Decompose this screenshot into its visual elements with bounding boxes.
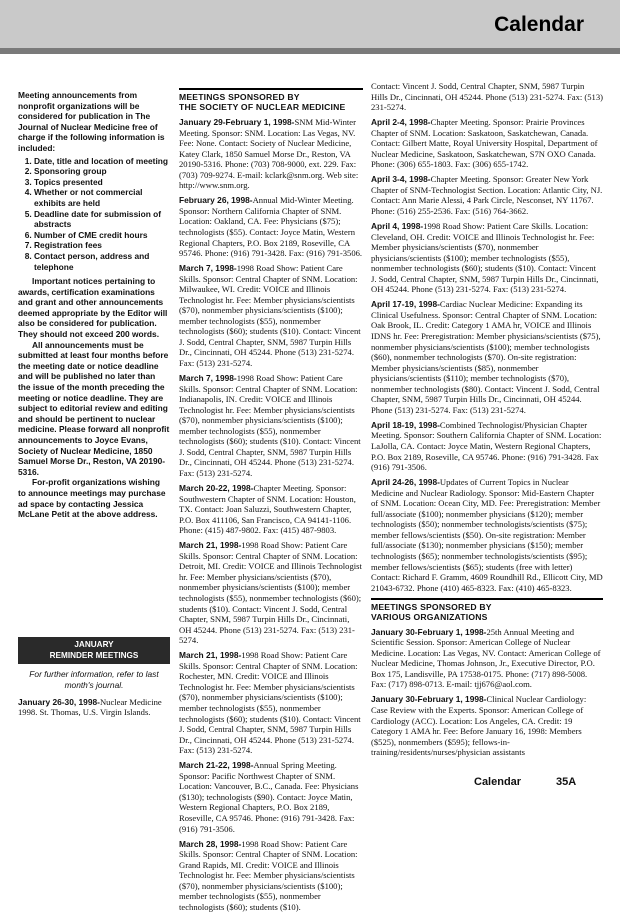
- page-header: [0, 0, 620, 54]
- meeting-entry: [371, 627, 603, 690]
- entry-date: March 20-22, 1998-: [179, 483, 254, 494]
- entry-date: January 26-30, 1998-: [18, 696, 100, 707]
- meeting-entry: [371, 81, 603, 113]
- meeting-entry: [371, 420, 603, 473]
- entry-text: Contact: Vincent J. Sodd, Central Chapter, SNM, 5987 Turpin Hills Dr., Cincinnati, OH 45244. Phone (513) 231-5274. Fax: (513) 231-5274.: [371, 81, 604, 113]
- entry-text: Chapter Meeting. Sponsor: Prairie Provinces Chapter of SNM. Location: Saskatoon, Saskatchewan, Canada. Contact: Gilbert Matte, Royal University Hospital, Department of Nuclear Medicine, Saskatoon, Saskatchewan, S7N OXO Canada. Phone: (306) 655-1803. Fax: (306) 655-1742.: [371, 117, 598, 170]
- guidelines-paragraph: For-profit organizations wishing to announce meetings may purchase ad space by contacting Jessica McLane Petit at the above address.: [18, 477, 166, 520]
- entry-text: 1998 Road Show: Patient Care Skills. Location: Cleveland, OH. Credit: VOICE and Illinois Technologist hr. Fee: Member physicians/scientists ($70), nonmember physicians/scientists ($100); member technologists ($55), nonmember technologists ($60); students ($10). Contact: Vincent J. Sodd, Central Chapter, SNM, 5987 Turpin Hills Dr., Cincinnati, OH 45244. Phone (513) 231-5274. Fax: (513) 231-5274.: [371, 221, 599, 295]
- entry-text: 1998 Road Show: Patient Care Skills. Sponsor: Central Chapter of SNM. Location: Milwaukee, WI. Credit: VOICE and Illinois Technologist hr. Fee: Member physicians/scientists ($70), nonmember physicians/scientists ($100); member technologists ($55), nonmember technologists ($60); students ($10). Contact: Vincent J. Sodd, Central Chapter, SNM, 5987 Turpin Hills Dr., Cincinnati, OH 45244. Phone (513) 231-5274. Fax: (513) 231-5274.: [179, 263, 361, 369]
- meeting-entry: [371, 477, 603, 593]
- entry-text: 1998 Road Show: Patient Care Skills. Sponsor: Central Chapter of SNM. Location: Detroit, MI. Credit: VOICE and Illinois Technologist hr. Fee: Member physicians/scientists ($70), nonmember physicians/scientists ($100); member technologists ($55), nonmember technologists ($60); students ($10). Contact: Vincent J. Sodd, Central Chapter, SNM, 5987 Turpin Hills Dr., Cincinnati, OH 45244. Phone (513) 231-5274. Fax: (513) 231-5274.: [179, 540, 362, 646]
- chapter-entry-list: [371, 81, 603, 593]
- entry-text: Chapter Meeting. Sponsor: Southwestern Chapter of SNM. Location: Houston, TX. Contact: Joan Saluzzi, Southwestern Chapter, P.O. Box 411106, San Francisco, CA 94141-1106. Phone: (415) 487-9802. Fax: (415) 487-9803.: [179, 483, 356, 536]
- entry-date: January 29-February 1, 1998-: [179, 117, 295, 127]
- entry-date: March 21-22, 1998-: [179, 760, 254, 771]
- section-title: THE SOCIETY OF NUCLEAR MEDICINE: [179, 102, 346, 112]
- entry-text: 1998 Road Show: Patient Care Skills. Sponsor: Central Chapter of SNM. Location: Indianapolis, IN. Credit: VOICE and Illinois Technologist hr. Fee: Member physicians/scientists ($70), nonmember physicians/scientists ($100); member technologists ($55), nonmember technologists ($60); students ($10). Contact: Vincent J. Sodd, Central Chapter, SNM, 5987 Turpin Hills Dr., Cincinnati, OH 45244. Phone (513) 231-5274. Fax: (513) 231-5274.: [179, 373, 361, 478]
- entry-text: Annual Mid-Winter Meeting. Sponsor: Northern California Chapter of SNM. Location: Oakland, CA. Fee: Physicians ($75); technologists ($55). Contact: Joyce Matin, Western Regional Chapters, P.O. Box 2189, Roseville, CA 95746. Phone: (916) 791-3428. Fax: (916) 791-3506.: [179, 195, 363, 259]
- header-rule: [0, 48, 620, 54]
- guidelines-list: [34, 156, 170, 273]
- entry-text: Chapter Meeting. Sponsor: Greater New York Chapter of SNM-Technologist Section. Location: Atlantic City, NJ. Contact: Ann Marie Alessi, 4 Park Circle, Nesconset, NY 11767. Phone: (516) 255-2536. Fax: (516) 764-3662.: [371, 174, 603, 217]
- snm-entry-list: [179, 117, 363, 912]
- guidelines-paragraph: All announcements must be submitted at least four months before the meeting date or notice deadline and will be published no later than the issue of the month preceding the meeting or notice deadline. They are subject to editorial review and editing and should be pertinent to nuclear medicine. Please forward all nonprofit announcements to Joyce Evans, Society of Nuclear Medicine, 1850 Samuel Morse Dr., Reston, VA 20190-5316.: [18, 339, 170, 477]
- list-item: 6. Number of CME credit hours: [34, 230, 170, 241]
- entry-text: 1998 Road Show: Patient Care Skills. Sponsor: Central Chapter of SNM. Location: Grand Rapids, MI. Credit: VOICE and Illinois Technologist hr. Fee: Member physicians/scientists ($70), nonmember physicians/scientists ($100); member technologists ($55), nonmember technologists ($60); students ($10).: [179, 838, 358, 912]
- reminder-entry: [18, 697, 170, 718]
- entry-text: 1998 Road Show: Patient Care Skills. Sponsor: Central Chapter of SNM. Location: Rochester, MN. Credit: VOICE and Illinois Technologist hr. Fee: Member physicians/scientists ($70), nonmember physicians/scientists ($100); member technologists ($55), nonmember technologists ($60); students ($10). Contact: Vincent J. Sodd, Central Chapter, SNM, 5987 Turpin Hills Dr., Cincinnati, OH 45244. Phone (513) 231-5274. Fax: (513) 231-5274.: [179, 650, 361, 756]
- entry-date: January 30-February 1, 1998-: [371, 694, 487, 705]
- meeting-entry: [179, 117, 363, 191]
- entry-text: Annual Spring Meeting. Sponsor: Pacific Northwest Chapter of SNM. Location: Vancouver, B.C., Canada. Fee: Physicians ($130); technologists ($90). Contact: Joyce Matin, Western Regional Chapters, P.O. Box 2189, Roseville, CA 95746. Phone: (916) 791-3428. Fax: (916) 791-3506.: [179, 760, 359, 834]
- list-item: 8. Contact person, address and telephone: [34, 251, 170, 272]
- meeting-entry: [179, 195, 363, 258]
- section-title: MEETINGS SPONSORED BY: [371, 601, 492, 612]
- page-footer: [0, 772, 620, 792]
- list-item: 7. Registration fees: [34, 240, 170, 251]
- list-item: 5. Deadline date for submission of abstracts: [34, 209, 170, 230]
- entry-date: April 17-19, 1998-: [371, 299, 440, 310]
- meeting-entry: [371, 117, 603, 170]
- meeting-entry: [179, 540, 363, 645]
- reminder-heading-line: JANUARY: [74, 640, 114, 649]
- guidelines-intro: Meeting announcements from nonprofit organizations will be considered for publication in The Journal of Nuclear Medicine free of charge if the following information is included:: [18, 90, 165, 153]
- section-title: MEETINGS SPONSORED BY: [179, 92, 300, 102]
- meeting-entry: [179, 263, 363, 368]
- entry-text: Nuclear Medicine 1998. St. Thomas, U.S. Virgin Islands.: [18, 696, 162, 718]
- snm-meetings-column: [179, 88, 363, 912]
- list-item: 4. Whether or not commercial exhibits are held: [34, 187, 170, 208]
- reminder-heading-line: REMINDER MEETINGS: [49, 650, 139, 660]
- entry-date: March 21, 1998-: [179, 650, 242, 661]
- entry-date: April 2-4, 1998-: [371, 117, 431, 128]
- various-entry-list: [371, 627, 603, 758]
- reminder-note: For further information, refer to last month's journal.: [29, 669, 159, 690]
- entry-date: January 30-February 1, 1998-: [371, 626, 487, 637]
- entry-date: February 26, 1998-: [179, 195, 253, 206]
- entry-text: Combined Technologist/Physician Chapter Meeting. Sponsor: Southern California Chapter of SNM. Location: LaJolla, CA. Contact: Joyce Matin, Western Regional Chapters, P.O. Box 2189, Roseville, CA 95746. Phone: (916) 791-3428. Fax (916) 791-3506.: [371, 419, 602, 473]
- meeting-entry: [179, 650, 363, 755]
- entry-date: March 7, 1998-: [179, 373, 237, 384]
- meeting-entry: [179, 483, 363, 536]
- entry-text: Updates of Current Topics in Nuclear Medicine and Nuclear Radiology. Sponsor: Mid-Eastern Chapter of SNM. Location: Ocean City, MD. Fee: Preregistration: Member full/associate ($100); nonmember physicians ($120); member technologists ($50); nonmember technologists/scientists ($75); member fellows/scientists ($50). On-site registration: Member full/associate ($130); nonmember physicians ($150); member technologists ($65); nonmember technologists/scientists ($95); member fellows/scientists ($65); students (free with letter) Contact: Richard F. Gramm, 4609 Roundhill Rd., Ellicott City, MD 21043-6732. Phone (410) 465-8323. Fax: (410) 465-8323.: [371, 477, 603, 593]
- entry-date: April 24-26, 1998-: [371, 477, 440, 488]
- reminder-heading: [18, 637, 170, 664]
- entry-text: Cardiac Nuclear Medicine: Expanding its Clinical Usefulness. Sponsor: Central Chapter of SNM. Location: Oak Brook, IL. Credit: Category 1 AMA hr, VOICE and Illinois IDNS hr. Fee: Preregistration: Member physicians/scientists ($75), nonmember physicians/scientists ($100); member technologists ($60), nonmember technologists ($70). On-site registration: Member physicians/scientists ($85), nonmember physicians/scientists ($110); member technologists ($70), nonmember technologists ($80). Contact: Vincent J. Sodd, Central Chapter, SNM, 5987 Turpin Hills Dr., Cincinnati, OH 45244. Phone (513) 231-5274. Fax: (513) 231-5274.: [371, 299, 601, 415]
- footer-section-label: Calendar: [474, 776, 522, 788]
- entry-date: March 7, 1998-: [179, 263, 237, 274]
- entry-date: March 21, 1998-: [179, 540, 242, 551]
- meeting-entry: [371, 299, 603, 415]
- guidelines-paragraph: Important notices pertaining to awards, certification examinations and grant and other announcements deemed appropriate by the Editor will also be considered for publication. They should not exceed 200 words.: [18, 276, 168, 340]
- announcement-guidelines: [18, 90, 170, 580]
- meeting-entry: [179, 373, 363, 478]
- list-item: 3. Topics presented: [34, 177, 170, 188]
- section-title: VARIOUS ORGANIZATIONS: [371, 611, 488, 622]
- reminder-box: [18, 637, 170, 718]
- list-item: 2. Sponsoring group: [34, 166, 170, 177]
- meeting-entry: [371, 174, 603, 216]
- meeting-entry: [371, 694, 603, 757]
- meeting-entry: [371, 221, 603, 295]
- entry-date: April 18-19, 1998-: [371, 419, 440, 430]
- list-item: 1. Date, title and location of meeting: [34, 156, 170, 167]
- page-title: Calendar: [494, 13, 584, 36]
- page-number: 35A: [556, 776, 577, 788]
- entry-date: April 3-4, 1998-: [371, 174, 431, 185]
- meeting-entry: [179, 839, 363, 912]
- section-heading: [179, 88, 363, 112]
- entry-text: Clinical Nuclear Cardiology: Case Review with the Experts. Sponsor: American College of Cardiology (ACC). Location: Los Angeles, CA. Credit: 19 Category 1 AMA hr. Fee: Before January 16, 1998: Members ($525), nonmembers ($595); fellows-in-training/residents/nurses/physician assistants: [371, 694, 587, 758]
- entry-date: March 28, 1998-: [179, 838, 242, 849]
- meetings-column-right: [371, 81, 603, 771]
- entry-text: SNM Mid-Winter Meeting. Sponsor: SNM. Location: Las Vegas, NV. Fee: None. Contact: Society of Nuclear Medicine, Katey Clark, 1850 Samuel Morse Dr., Reston, VA 20190-5316. Phone: (703) 708-9000, ext. 229. Fax: (703) 709-9274. E-mail: kclark@snm.org. Web site: http://www.snm.org.: [179, 117, 359, 191]
- entry-text: 25th Annual Meeting and Scientific Session. Sponsor: American College of Nuclear Medicine. Location: Las Vegas, NV. Contact: American College of Nuclear Medicine, Thomas Johnson, Jr., Executive Director, P.O. Box 175, Landisville, PA 17538-0175. Phone: (717) 898-5008. Fax: (717) 898-0713. E-mail: tjj676@aol.com.: [371, 626, 601, 690]
- entry-date: April 4, 1998-: [371, 221, 424, 232]
- section-heading: [371, 598, 603, 622]
